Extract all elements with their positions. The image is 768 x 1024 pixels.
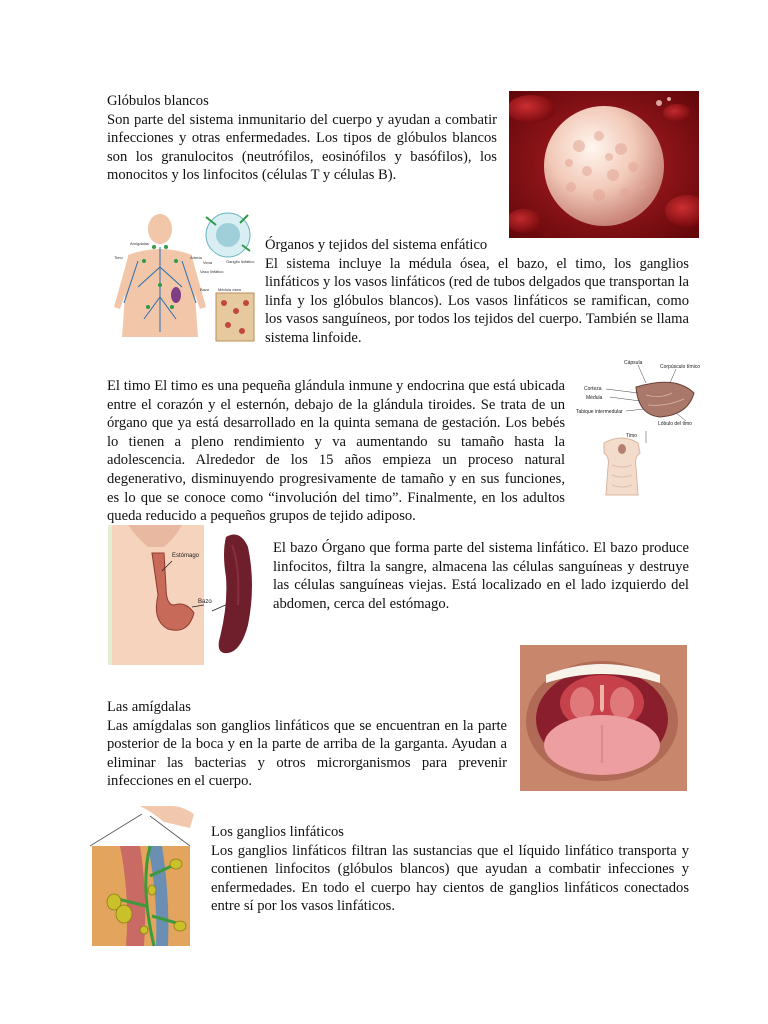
amigdalas-body: Las amígdalas son ganglios linfáticos que se encuentran en la parte posterior de la boca y en la parte de arriba de la garganta. Ayudan a eliminar las bacterias y otros microrganismos para prevenir infecciones en el cuerpo. xyxy=(107,717,507,790)
section-amigdalas xyxy=(107,698,507,791)
section-bazo xyxy=(273,539,689,613)
bazo-body: El bazo Órgano que forma parte del sistema linfático. El bazo produce linfocitos, filtra la sangre, almacena las células sanguíneas y destruye las células sanguíneas viejas. Está localizado en el lado izquierdo del abdomen, cerca del estómago. xyxy=(273,540,689,612)
label-arteria: Arteria xyxy=(190,255,202,260)
label-vena: Vena xyxy=(203,260,213,265)
section-globulos xyxy=(107,92,497,185)
label-lobulo: Lóbulo del timo xyxy=(658,421,692,427)
label-tabique: Tabique intermedular xyxy=(576,409,623,415)
label-bazo-small: Bazo xyxy=(198,599,212,605)
thymus-diagram xyxy=(576,357,704,499)
section-ganglios xyxy=(211,823,689,916)
label-timo: Timo xyxy=(114,255,123,260)
ganglios-title: Los ganglios linfáticos xyxy=(211,824,344,840)
lymph-nodes-image xyxy=(90,806,200,949)
tonsils-image xyxy=(520,645,687,791)
globulos-title: Glóbulos blancos xyxy=(107,93,209,109)
organos-title: Órganos y tejidos del sistema enfático xyxy=(265,237,488,253)
amigdalas-title: Las amígdalas xyxy=(107,699,191,715)
label-medula-osea: Médula ósea xyxy=(218,287,241,292)
label-corpusculo: Corpúsculo tímico xyxy=(660,364,701,370)
label-estomago: Estómago xyxy=(172,553,200,559)
timo-body: El timo El timo es una pequeña glándula inmune y endocrina que está ubicada entre el corazón y el esternón, debajo de la glándula tiroides. Se trata de un órgano que ya está desarrollado en la quinta semana de gestación. Los bebés lo tienen a pleno rendimiento y va aumentando su tamaño hasta la adolescencia. Alrededor de los 15 años empieza un proceso natural degenerativo, disminuyendo progresivamente de tamaño y en sus funciones, es lo que se conoce como “involución del timo”. Finalmente, en los adultos queda reducido a pequeños grupos de tejido adiposo. xyxy=(107,378,565,525)
label-medula: Médula xyxy=(586,395,603,401)
lymphatic-organs-diagram xyxy=(108,207,256,347)
spleen-image xyxy=(108,525,264,665)
label-amigdalas: Amígdalas xyxy=(130,241,149,246)
label-corteza: Corteza xyxy=(584,386,602,392)
organos-body: El sistema incluye la médula ósea, el bazo, el timo, los ganglios linfáticos y los vasos linfáticos (red de tubos delgados que transportan la linfa y los glóbulos blancos). Los vasos linfáticos se ramifican, como los vasos sanguíneos, por todos los tejidos del cuerpo. También se llama sistema linfoide. xyxy=(265,255,689,346)
label-vaso: Vaso linfático xyxy=(200,269,224,274)
label-ganglio: Ganglio linfático xyxy=(226,259,255,264)
section-timo xyxy=(107,377,565,526)
label-bazo: Bazo xyxy=(200,287,210,292)
label-timo-small: Timo xyxy=(626,433,637,439)
section-organos xyxy=(265,236,689,348)
ganglios-body: Los ganglios linfáticos filtran las sustancias que el líquido linfático transporta y contienen linfocitos (glóbulos blancos) que ayudan a combatir infecciones y enfermedades. En todo el cuerpo hay cientos de ganglios linfáticos conectados entre sí por los vasos linfáticos. xyxy=(211,842,689,915)
globulos-body: Son parte del sistema inmunitario del cuerpo y ayudan a combatir infecciones y otras enfermedades. Los tipos de glóbulos blancos son los granulocitos (neutrófilos, eosinófilos y basófilos), los monocitos y los linfocitos (células T y células B). xyxy=(107,111,497,184)
label-capsula: Cápsula xyxy=(624,360,643,366)
white-blood-cell-image xyxy=(509,91,699,238)
